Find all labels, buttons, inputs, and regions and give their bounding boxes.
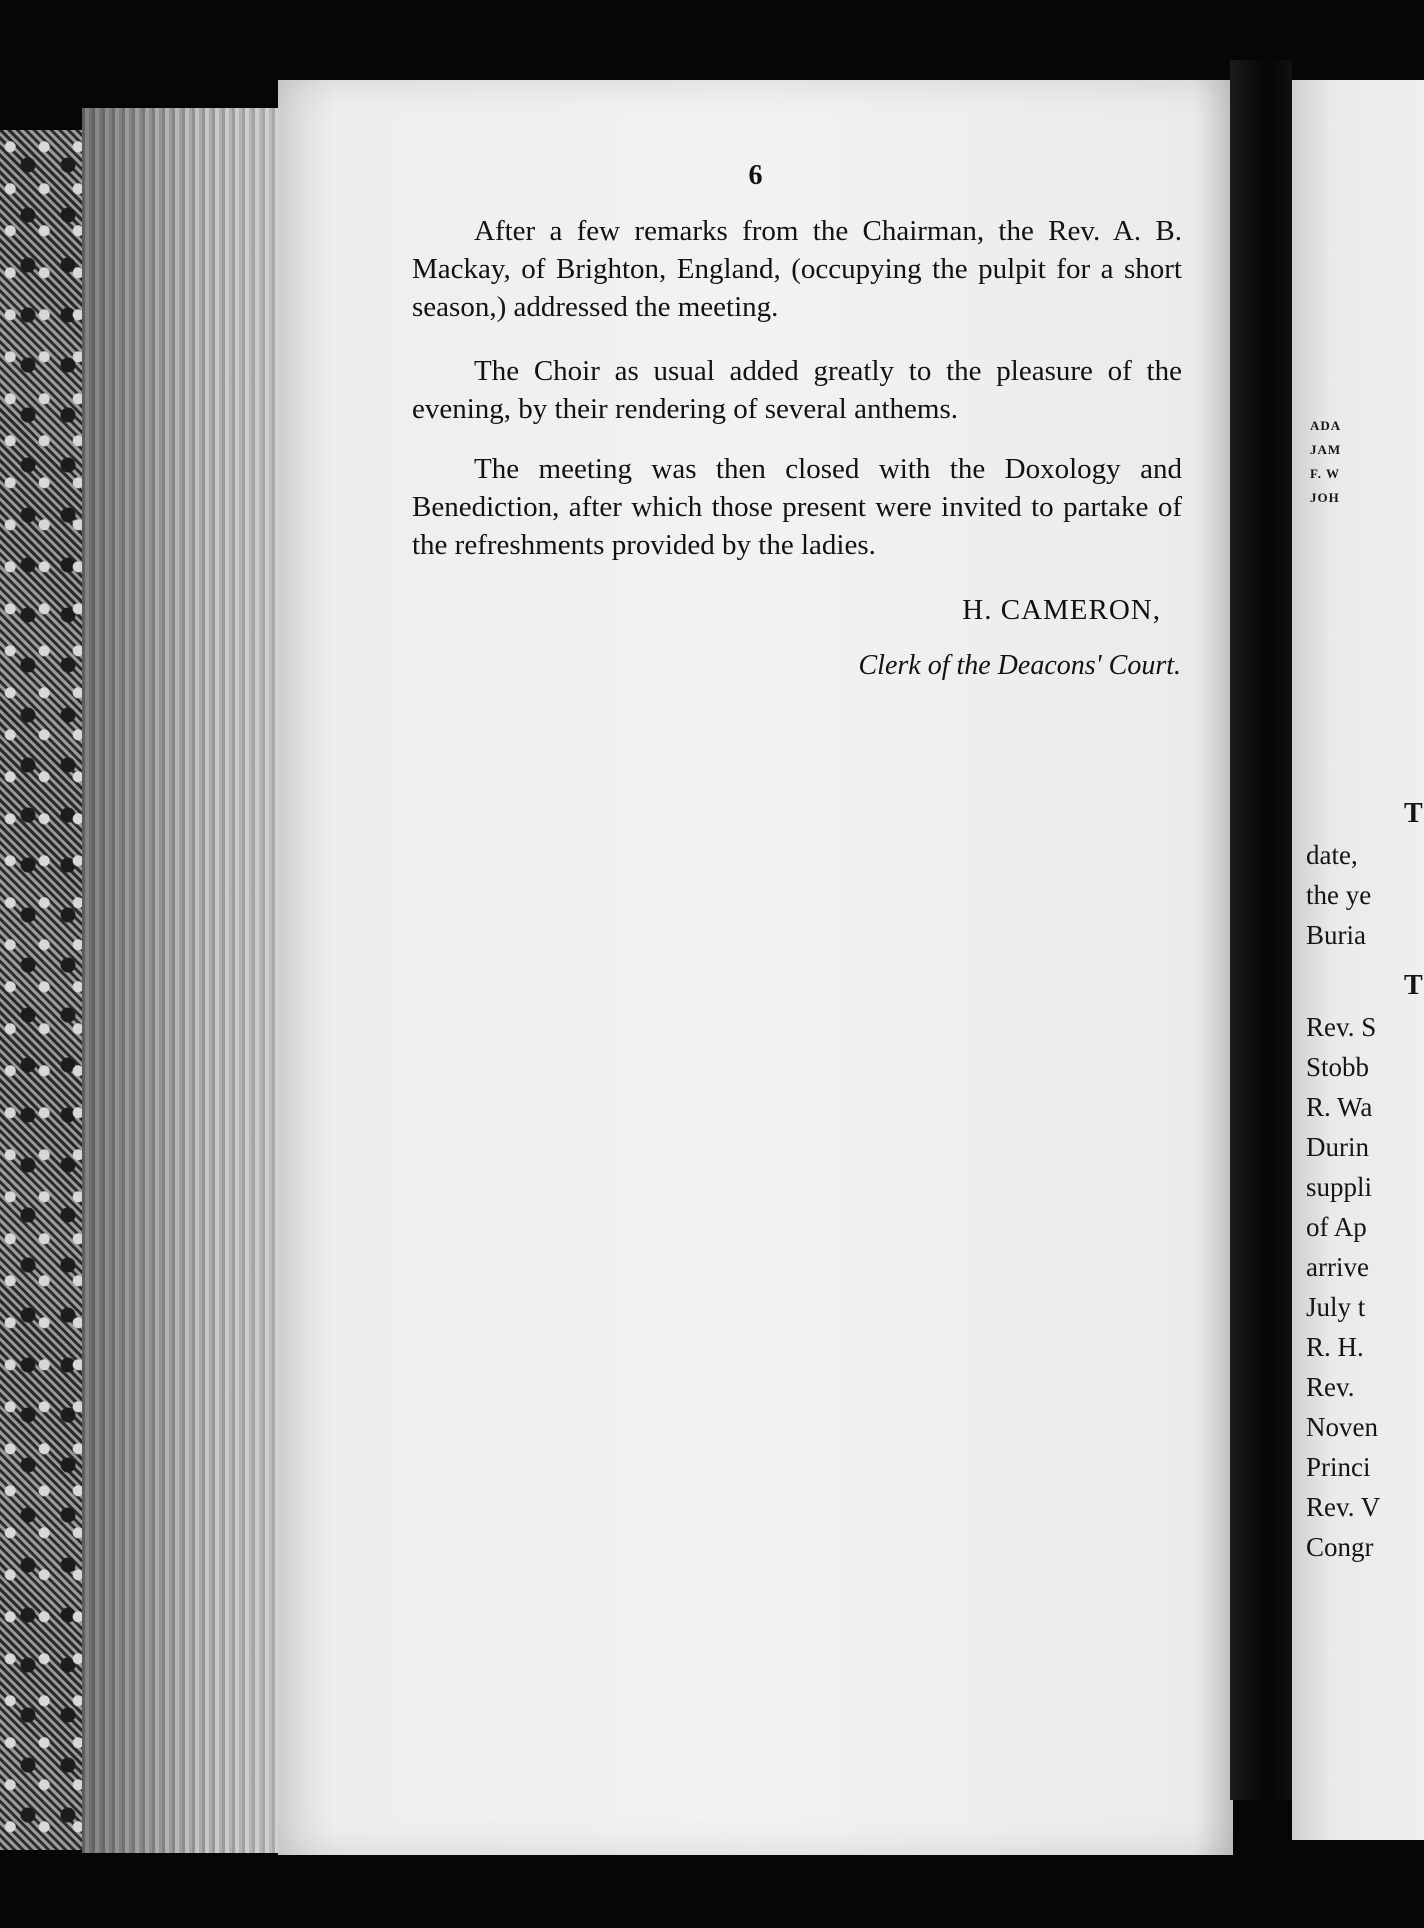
paragraph-initial: T [1404,970,1423,1001]
text-line-fragment: suppli [1306,1172,1373,1202]
name-fragment: JAM [1310,442,1342,457]
text-line-fragment: July t [1306,1292,1366,1322]
text-line-fragment: Rev. [1306,1372,1355,1402]
text-line-fragment: of Ap [1306,1212,1367,1242]
text-line-fragment: Noven [1306,1412,1378,1442]
right-page-fragment [1292,80,1424,1840]
ornamental-endpaper [0,130,90,1850]
text-line-fragment: Rev. S [1306,1012,1377,1042]
name-fragment: ADA [1310,418,1342,433]
book-fore-edge [82,108,282,1853]
paragraph-choir: The Choir as usual added greatly to the pleasure of the evening, by their rendering of several anthems. [412,355,1182,425]
text-line-fragment: Stobb [1306,1052,1370,1082]
text-line-fragment: Buria [1306,920,1366,950]
paragraph-closing: The meeting was then closed with the Doxology and Benediction, after which those present were invited to partake of the refreshments provided by the ladies. [412,453,1182,561]
book-gutter [1230,60,1292,1800]
text-line-fragment: R. Wa [1306,1092,1373,1122]
signature-title: Clerk of the Deacons' Court. [858,650,1181,681]
text-line-fragment: date, [1306,840,1358,870]
text-line-fragment: the ye [1306,880,1372,910]
left-page [278,80,1233,1855]
text-line-fragment: Congr [1306,1532,1374,1562]
text-line-fragment: Durin [1306,1132,1369,1162]
page-number: 6 [748,160,763,191]
paragraph-remarks: After a few remarks from the Chairman, the Rev. A. B. Mackay, of Brighton, England, (occupying the pulpit for a short season,) addressed the meeting. [412,215,1182,323]
text-line-fragment: Rev. V [1306,1492,1381,1522]
name-fragment: JOH [1310,490,1340,505]
text-line-fragment: R. H. [1306,1332,1364,1362]
paragraph-initial: T [1404,798,1423,829]
signature-name: H. CAMERON, [962,594,1161,626]
name-fragment: F. W [1310,466,1341,481]
text-line-fragment: Princi [1306,1452,1371,1482]
text-line-fragment: arrive [1306,1252,1369,1282]
